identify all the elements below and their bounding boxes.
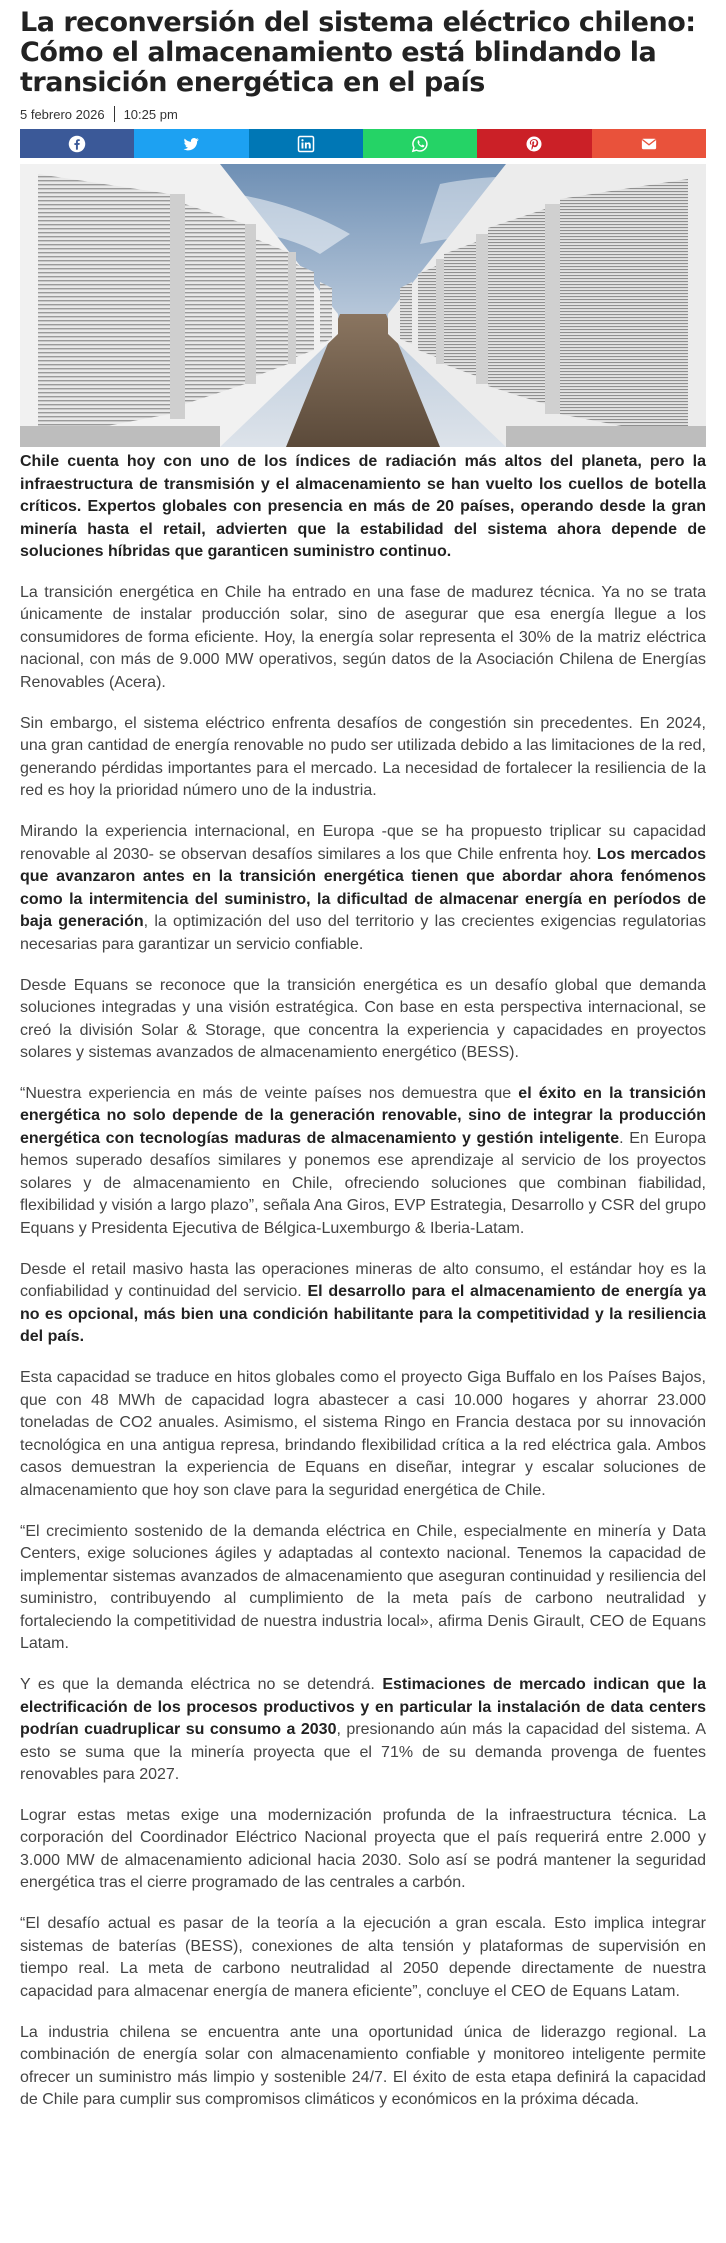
paragraph-highlight: Estimaciones de mercado indican que la electrificación de los procesos productivos y en particular la instalación de data centers podrían cuadruplicar su consumo a 2030	[20, 1676, 707, 1739]
share-linkedin-button[interactable]	[249, 129, 363, 158]
article-paragraph: Esta capacidad se traduce en hitos globales como el proyecto Giga Buffalo en los Países Bajos, que con 48 MWh de capacidad logra abastecer a casi 10.000 hogares y ahorrar 23.000 toneladas de CO2 anuales. Asimismo, el sistema Ringo en Francia destaca por su innovación tecnológica en una antigua represa, brindando flexibilidad crítica a la red eléctrica gala. Ambos casos demuestran la experiencia de Equans en diseñar, integrar y escalar soluciones de almacenamiento que hoy son clave para la seguridad energética de Chile.	[20, 1369, 706, 1499]
paragraph-text: “Nuestra experiencia en más de veinte países nos demuestra que	[20, 1084, 519, 1102]
share-twitter-button[interactable]	[134, 129, 248, 158]
hero-image-battery-storage	[20, 164, 706, 447]
article-lead: Chile cuenta hoy con uno de los índices de radiación más altos del planeta, pero la infraestructura de transmisión y el almacenamiento se han vuelto los cuellos de botella críticos. Expertos globales con presencia en más de 20 países, operando desde la gran minería hasta el retail, advierten que la estabilidad del sistema ahora depende de soluciones híbridas que garanticen suministro continuo.	[20, 453, 706, 560]
linkedin-icon	[297, 135, 315, 153]
article-paragraph: “El crecimiento sostenido de la demanda eléctrica en Chile, especialmente en minería y Data Centers, exige soluciones ágiles y adaptadas al contexto nacional. Tenemos la capacidad de implementar sistemas avanzados de almacenamiento que aseguran continuidad y resiliencia del suministro, contribuyendo al cumplimiento de la meta país de carbono neutralidad y fortaleciendo la competitividad de nuestra industria local», afirma Denis Girault, CEO de Equans Latam.	[20, 1522, 706, 1653]
paragraph-text: Mirando la experiencia internacional, en Europa -que se ha propuesto triplicar su capacidad renovable al 2030- se observan desafíos similares a los que Chile enfrenta hoy.	[20, 823, 706, 863]
paragraph-text: . En Europa hemos superado desafíos similares y ponemos ese aprendizaje al servicio de los proyectos solares y de almacenamiento en Chile, ofreciendo soluciones que combinan fiabilidad, flexibilidad y visión a largo plazo”, señala Ana Giros, EVP Estrategia, Desarrollo y CSR del grupo Equans y Presidenta Ejecutiva de Bélgica-Luxemburgo & Iberia-Latam.	[20, 1129, 707, 1237]
share-whatsapp-button[interactable]	[363, 129, 477, 158]
article-paragraph: La industria chilena se encuentra ante una oportunidad única de liderazgo regional. La combinación de energía solar con almacenamiento confiable y monitoreo inteligente permite ofrecer un suministro más limpio y sostenible 24/7. El éxito de esta etapa definirá la capacidad de Chile para cumplir sus compromisos climáticos y económicos en la próxima década.	[20, 2023, 706, 2109]
share-email-button[interactable]	[592, 129, 706, 158]
whatsapp-icon	[411, 135, 429, 153]
article-paragraph	[20, 821, 706, 956]
paragraph-text: , presionando aún más la capacidad del sistema. A esto se suma que la minería proyecta que el 71% de su demanda provenga de fuentes renovables para 2027.	[20, 1721, 707, 1784]
article-body	[20, 451, 706, 2112]
article-date: 5 febrero 2026	[20, 106, 105, 122]
facebook-icon	[68, 135, 86, 153]
article-paragraph: La transición energética en Chile ha entrado en una fase de madurez técnica. Ya no se trata únicamente de instalar producción solar, sino de asegurar que esa energía llegue a los consumidores de forma eficiente. Hoy, la energía solar representa el 30% de la matriz eléctrica nacional, con más de 9.000 MW operativos, según datos de la Asociación Chilena de Energías Renovables (Acera).	[20, 583, 706, 691]
article-paragraph	[20, 1674, 706, 1787]
paragraph-highlight: El desarrollo para el almacenamiento de energía ya no es opcional, más bien una condición habilitante para la competitividad y la resiliencia del país.	[20, 1283, 707, 1346]
paragraph-text: Desde el retail masivo hasta las operaciones mineras de alto consumo, el estándar hoy es la confiabilidad y continuidad del servicio.	[20, 1260, 706, 1301]
article-paragraph: Sin embargo, el sistema eléctrico enfrenta desafíos de congestión sin precedentes. En 2024, una gran cantidad de energía renovable no pudo ser utilizada debido a las limitaciones de la red, generando pérdidas importantes para el mercado. La necesidad de fortalecer la resiliencia de la red es hoy la prioridad número uno de la industria.	[20, 714, 706, 800]
article-paragraph: Desde Equans se reconoce que la transición energética es un desafío global que demanda soluciones integradas y una visión estratégica. Con base en esta perspectiva internacional, se creó la división Solar & Storage, que concentra la experiencia y capacidades en proyectos solares y sistemas avanzados de almacenamiento energético (BESS).	[20, 976, 706, 1062]
share-facebook-button[interactable]	[20, 129, 134, 158]
twitter-icon	[182, 135, 200, 153]
article-paragraph: “El desafío actual es pasar de la teoría a la ejecución a gran escala. Esto implica integrar sistemas de baterías (BESS), conexiones de alta tensión y plataformas de supervisión en tiempo real. La meta de carbono neutralidad al 2050 depende directamente de nuestra capacidad para almacenar energía de manera eficiente”, concluye el CEO de Equans Latam.	[20, 1915, 706, 2000]
share-pinterest-button[interactable]	[477, 129, 591, 158]
article-title: La reconversión del sistema eléctrico chileno: Cómo el almacenamiento está blindando la transición energética en el país	[20, 7, 696, 98]
email-icon	[640, 135, 658, 153]
pinterest-icon	[525, 135, 543, 153]
share-bar	[20, 129, 706, 158]
meta-divider	[114, 106, 115, 122]
paragraph-highlight: el éxito en la transición energética no solo depende de la generación renovable, sino de integrar la producción energética con tecnologías maduras de almacenamiento y gestión inteligente	[20, 1084, 707, 1147]
paragraph-text: , la optimización del uso del territorio y las crecientes exigencias regulatorias necesarias para garantizar un servicio confiable.	[20, 913, 707, 953]
article-meta	[20, 106, 706, 122]
paragraph-text: Y es que la demanda eléctrica no se detendrá.	[20, 1676, 383, 1694]
article-paragraph	[20, 1259, 706, 1349]
article-paragraph	[20, 1083, 706, 1241]
article-paragraph: Lograr estas metas exige una modernización profunda de la infraestructura técnica. La corporación del Coordinador Eléctrico Nacional proyecta que el país requerirá entre 2.000 y 3.000 MW de almacenamiento adicional hacia 2030. Solo así se podrá mantener la seguridad energética tras el cierre programado de las centrales a carbón.	[20, 1806, 706, 1892]
article-time: 10:25 pm	[123, 106, 178, 122]
paragraph-highlight: Los mercados que avanzaron antes en la transición energética tienen que abordar ahora fenómenos como la intermitencia del suministro, la dificultad de almacenar energía en períodos de baja generación	[20, 845, 707, 931]
